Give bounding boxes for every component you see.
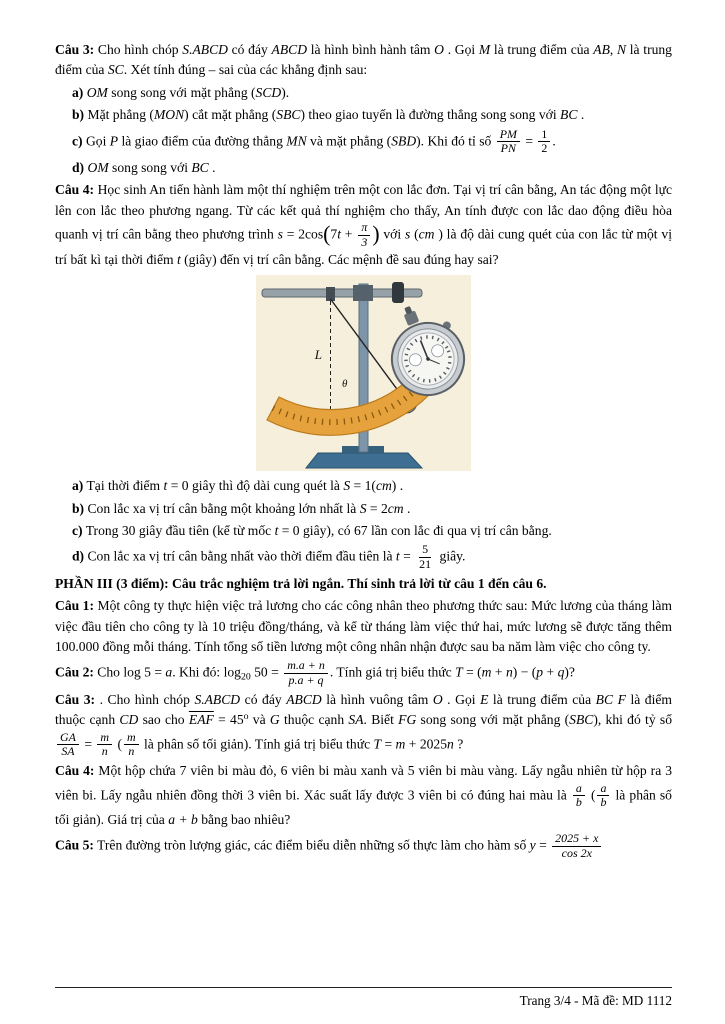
text-run: SC <box>107 62 124 78</box>
label-bold: d) <box>72 160 85 176</box>
text-run: BC <box>595 691 614 707</box>
text-run: . Gọi <box>444 42 479 57</box>
string-clamp <box>326 287 335 301</box>
text-run: ABCD <box>271 42 308 57</box>
text-run: Con lắc xa vị trí cân bằng nhất vào thời điểm đầu tiên là <box>84 548 396 564</box>
text-run: Tại thời điểm <box>83 478 164 494</box>
cau-4-statement-d <box>55 543 672 572</box>
text-run: 7 <box>330 226 338 242</box>
text-run: là hình bình hành tâm <box>307 42 435 57</box>
label-bold: Câu 3: <box>55 691 96 707</box>
fraction-denominator: b <box>575 795 582 810</box>
text-run: = <box>535 837 551 853</box>
text-run: Một công ty thực hiện việc trả lương cho các công nhân theo phương thức sau: Mức lương của tháng làm việc đầu tiên cho công ty là 10 triệu đồng/tháng, và kể từ tháng làm việc thứ hai, mức lương sẽ được tăng thêm 100.000 đồng mỗi tháng. Tính tổng số tiền lương một công nhân nhận được sau ba năm làm việc cho công ty. <box>55 598 672 654</box>
text-run: s <box>404 226 411 242</box>
text-run: O <box>434 42 444 57</box>
label-bold: a) <box>72 478 84 494</box>
label-bold: Câu 4: <box>55 182 95 198</box>
text-run: t <box>274 522 279 538</box>
text-run: = 45 <box>213 712 244 728</box>
cau-4-statement-b <box>55 499 672 519</box>
text-run: . Cho hình chóp <box>95 691 195 707</box>
text-run: AB <box>593 42 610 57</box>
rod-clamp <box>353 285 373 301</box>
text-run: = 0 giây thì độ dài cung quét là <box>167 478 344 494</box>
text-run: )? <box>564 664 575 680</box>
text-run: song song với <box>108 160 192 176</box>
text-run: ), khi đó tỷ số <box>593 712 672 728</box>
text-run: log <box>223 664 241 680</box>
rod-knob <box>392 282 404 303</box>
text-run: T <box>373 736 382 752</box>
text-run: a <box>165 664 173 680</box>
pendulum-figure <box>55 275 672 471</box>
text-run: là trung điểm của <box>490 42 594 57</box>
text-run: OM <box>87 160 109 176</box>
text-run: và <box>248 712 270 728</box>
text-run: ) cắt mặt phẳng ( <box>184 107 277 123</box>
text-run: thuộc cạnh <box>279 712 349 728</box>
text-run: s <box>277 226 283 242</box>
cau-3-question <box>55 40 672 81</box>
label-bold: c) <box>72 132 83 148</box>
cau-3-statement-d <box>55 158 672 178</box>
cau-3-statement-b <box>55 105 672 125</box>
text-run: . <box>577 107 585 123</box>
text-run: BC <box>560 107 578 123</box>
text-run: m <box>481 664 492 680</box>
fraction-denominator: p.a + q <box>288 673 324 688</box>
text-run: = 1( <box>350 478 376 494</box>
text-run: giây. <box>436 548 466 564</box>
text-run: là giao điểm của đường thẳng <box>118 132 287 148</box>
text-run: . <box>403 500 411 516</box>
stand-base <box>306 453 422 468</box>
text-run: SBD <box>391 132 417 148</box>
fraction <box>573 782 585 811</box>
text-run: với <box>379 226 405 242</box>
label-bold: a) <box>72 84 84 100</box>
text-run: . Biết <box>363 712 399 728</box>
text-run: (giây) đến vị trí cân bằng. Các mệnh đề sau đúng hay sai? <box>180 251 499 267</box>
fraction <box>284 659 328 688</box>
fraction-numerator: π <box>358 221 370 236</box>
text-run: S <box>359 500 367 516</box>
text-run: O <box>432 691 443 707</box>
text-run: t <box>163 478 168 494</box>
fraction <box>97 731 112 760</box>
fraction-numerator: GA <box>57 731 79 746</box>
text-run: ) <box>372 222 380 247</box>
text-run: + <box>543 664 558 680</box>
phan3-cau-2-question <box>55 659 672 688</box>
text-run: SBC <box>569 712 594 728</box>
text-run: + <box>340 226 357 242</box>
text-run: F <box>617 691 626 707</box>
text-run: song song với mặt phẳng ( <box>107 84 256 100</box>
fraction <box>552 832 601 861</box>
text-run: là phân số tối giản). Tính giá trị biểu thức <box>140 736 374 752</box>
fraction-denominator: SA <box>61 744 75 759</box>
text-run: Cho <box>93 664 124 680</box>
fraction-denominator: b <box>600 795 607 810</box>
text-run: . Gọi <box>442 691 481 707</box>
label-bold: Câu 1: <box>55 598 95 614</box>
text-run: là trung điểm của <box>55 42 672 78</box>
document-content <box>55 40 672 861</box>
text-run: N <box>617 42 627 57</box>
fraction <box>358 221 370 250</box>
text-run: . <box>552 132 556 148</box>
cau-3-statement-c <box>55 128 672 157</box>
text-run: o <box>243 711 249 723</box>
text-run: = 0 giây), có 67 lần con lắc đi qua vị trí cân bằng. <box>278 522 552 538</box>
fraction-denominator: cos 2x <box>561 846 592 861</box>
text-run: y <box>529 837 536 853</box>
text-run: song song với mặt phẳng ( <box>416 712 570 728</box>
text-run: Một hộp chứa 7 viên bi màu đỏ, 6 viên bi màu xanh và 5 viên bi màu vàng. Lấy ngẫu nhiên từ hộp ra 3 viên bi. Lấy ngẫu nhiên đồng thời 3 viên bi. Xác suất lấy được 3 viên bi có đúng hai màu là <box>55 763 672 802</box>
text-run: $\overline{EAF}$ <box>188 712 214 728</box>
text-run: Trên đường tròn lượng giác, các điểm biểu diễn những số thực làm cho hàm số <box>93 837 530 853</box>
label-bold: Câu 5: <box>55 837 94 853</box>
fraction-numerator: 2025 + x <box>552 832 601 847</box>
fraction-numerator: a <box>573 782 585 797</box>
fraction <box>57 731 79 760</box>
phan-3-heading <box>55 574 672 594</box>
text-run: = <box>399 548 415 564</box>
cau-4-question <box>55 180 672 270</box>
page-footer <box>55 987 672 1011</box>
text-run: OM <box>86 84 108 100</box>
text-run: là phân số tối giản). Giá trị của <box>55 786 672 828</box>
phan3-cau-5-question <box>55 832 672 861</box>
text-run: ABCD <box>286 691 322 707</box>
length-label: L <box>314 347 322 363</box>
label-bold: c) <box>72 522 83 538</box>
text-run: là trung điểm của <box>488 691 596 707</box>
text-run: cm <box>418 226 435 242</box>
text-run: log 5 = <box>123 664 166 680</box>
text-run: p <box>536 664 544 680</box>
text-run: ? <box>453 736 464 752</box>
text-run: Học sinh An tiến hành làm một thí nghiệm trên một con lắc đơn. Tại vị trí cân bằng, An tác động một lực lên con lắc theo phương ngang. Từ các kết quả thí nghiệm cho thấy, An tính được con lắc dao động điều hòa quanh vị trí cân bằng theo phương trình <box>55 182 672 242</box>
fraction <box>538 128 550 157</box>
fraction <box>416 543 434 572</box>
text-run: Cho hình chóp <box>94 42 183 57</box>
phan3-cau-1-question <box>55 596 672 657</box>
text-run: t <box>395 548 400 564</box>
fraction-numerator: 1 <box>538 128 550 143</box>
fraction <box>597 782 609 811</box>
text-run: = ( <box>462 664 482 680</box>
text-run: ( <box>114 736 122 752</box>
text-run: n <box>505 664 513 680</box>
text-run: P <box>109 132 119 148</box>
fraction-numerator: PM <box>497 128 520 143</box>
text-run: . <box>208 160 216 176</box>
text-run: 50 = <box>250 664 283 680</box>
text-run: . Tính giá trị biểu thức <box>329 664 456 680</box>
text-run: CD <box>119 712 139 728</box>
text-run: = <box>521 132 537 148</box>
label-bold: PHẦN III (3 điểm): Câu trắc nghiệm trả lời ngắn. Thí sinh trả lời từ câu 1 đến câu 6. <box>55 575 547 591</box>
text-run: ). Khi đó tỉ số <box>416 132 495 148</box>
text-run: có đáy <box>240 691 287 707</box>
text-run: m <box>395 736 406 752</box>
text-run: có đáy <box>227 42 272 57</box>
label-bold: b) <box>72 107 85 123</box>
text-run: Mặt phẳng ( <box>84 107 154 123</box>
text-run: t <box>176 251 181 267</box>
fraction-numerator: m <box>97 731 112 746</box>
text-run: M <box>478 42 491 57</box>
phan3-cau-4-question <box>55 761 672 830</box>
text-run: MON <box>153 107 185 123</box>
text-run: ). <box>281 84 290 100</box>
text-run: E <box>480 691 489 707</box>
text-run: a + b <box>168 812 198 828</box>
text-run: ) . <box>391 478 404 494</box>
text-run: T <box>455 664 463 680</box>
label-bold: Câu 3: <box>55 42 95 57</box>
text-run: . Khi đó: <box>172 664 224 680</box>
fraction-numerator: m.a + n <box>284 659 328 674</box>
text-run: và mặt phẳng ( <box>306 132 392 148</box>
text-run: Gọi <box>82 132 110 148</box>
text-run: + 2025 <box>405 736 448 752</box>
text-run: n <box>447 736 454 752</box>
text-run: t <box>337 226 341 242</box>
text-run: . Xét tính đúng – sai của các khẳng định sau: <box>123 62 368 78</box>
cau-3-statement-a <box>55 83 672 103</box>
fraction-denominator: 3 <box>361 234 368 249</box>
text-run: S <box>343 478 351 494</box>
pendulum-figure-svg <box>256 275 471 471</box>
text-run: ( <box>410 226 419 242</box>
text-run: ( <box>586 786 596 802</box>
fraction <box>497 128 520 157</box>
fraction-denominator: 2 <box>541 141 548 156</box>
text-run: sao cho <box>138 712 189 728</box>
text-run: MN <box>286 132 307 148</box>
text-run: ( <box>323 222 331 247</box>
fraction-denominator: PN <box>500 141 516 156</box>
text-run: S.ABCD <box>194 691 241 707</box>
fraction <box>124 731 139 760</box>
text-run: q <box>557 664 565 680</box>
text-run: 20 <box>240 671 251 683</box>
fraction-denominator: 21 <box>419 557 432 572</box>
text-run: G <box>269 712 280 728</box>
cau-4-statement-c <box>55 521 672 541</box>
text-run: = 2cos <box>282 226 324 242</box>
text-run: cm <box>387 500 404 516</box>
text-run: ) là độ dài cung quét của con lắc từ một vị trí bất kì tại thời điểm <box>55 226 672 267</box>
label-bold: b) <box>72 500 85 516</box>
text-run: ) theo giao tuyến là đường thẳng song song với <box>300 107 561 123</box>
text-run: FG <box>398 712 417 728</box>
label-bold: Câu 4: <box>55 763 95 779</box>
label-bold: Câu 2: <box>55 664 94 680</box>
fraction-denominator: n <box>101 744 108 759</box>
label-bold: d) <box>72 548 85 564</box>
text-run: SBC <box>276 107 301 123</box>
text-run: ) − ( <box>512 664 537 680</box>
text-run: , <box>609 42 617 57</box>
fraction-numerator: a <box>597 782 609 797</box>
text-run: + <box>491 664 506 680</box>
text-run: là hình vuông tâm <box>321 691 433 707</box>
fraction-denominator: n <box>128 744 135 759</box>
text-run: SCD <box>255 84 282 100</box>
footer-text: Trang 3/4 - Mã đề: MD 1112 <box>519 993 672 1009</box>
text-run: là điểm thuộc cạnh <box>55 691 672 728</box>
text-run: S.ABCD <box>182 42 228 57</box>
cau-4-statement-a <box>55 476 672 496</box>
text-run: SA <box>348 712 364 728</box>
phan3-cau-3-question <box>55 690 672 759</box>
text-run: Con lắc xa vị trí cân bằng một khoảng lớn nhất là <box>84 500 360 516</box>
fraction-numerator: m <box>124 731 139 746</box>
text-run: bằng bao nhiêu? <box>197 812 291 828</box>
text-run: = 2 <box>366 500 388 516</box>
text-run: = <box>80 736 96 752</box>
text-run: = <box>381 736 396 752</box>
text-run: cm <box>375 478 392 494</box>
angle-label: θ <box>342 378 348 391</box>
text-run: Trong 30 giây đầu tiên (kể từ mốc <box>82 522 275 538</box>
text-run: BC <box>191 160 209 176</box>
fraction-numerator: 5 <box>419 543 431 558</box>
